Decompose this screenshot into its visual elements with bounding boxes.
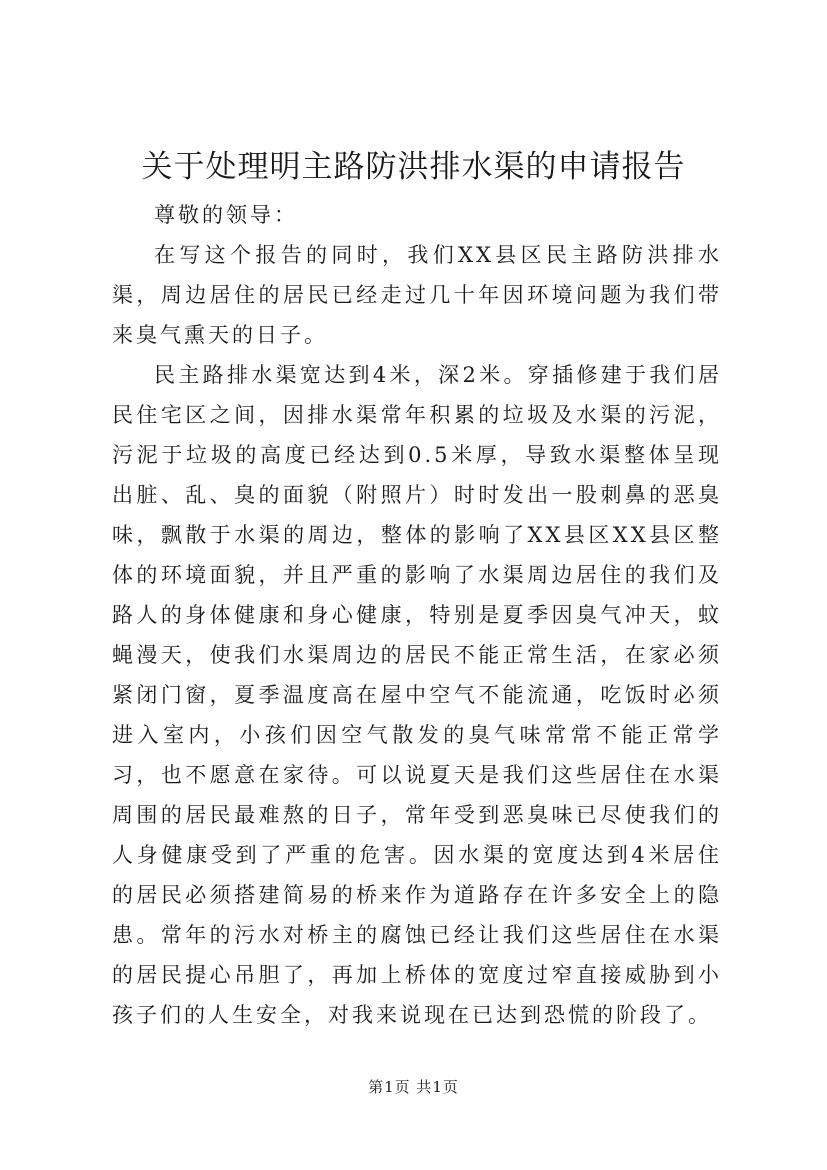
salutation: 尊敬的领导： bbox=[154, 203, 298, 227]
paragraph-1: 在写这个报告的同时，我们XX县区民主路防洪排水渠，周边居住的居民已经走过几十年因环境问题为我们带来臭气熏天的日子。 bbox=[112, 243, 722, 347]
document-body bbox=[112, 195, 722, 1035]
document-title: 关于处理明主路防洪排水渠的申请报告 bbox=[141, 149, 686, 185]
page-footer: 第1页 共1页 bbox=[368, 1078, 459, 1096]
paragraph-2: 民主路排水渠宽达到4米，深2米。穿插修建于我们居民住宅区之间，因排水渠常年积累的垃圾及水渠的污泥，污泥于垃圾的高度已经达到0.5米厚，导致水渠整体呈现出脏、乱、臭的面貌（附照片）时时发出一股刺鼻的恶臭味，飘散于水渠的周边，整体的影响了XX县区XX县区整体的环境面貌，并且严重的影响了水渠周边居住的我们及路人的身体健康和身心健康，特别是夏季因臭气冲天，蚊蝇漫天，使我们水渠周边的居民不能正常生活，在家必须紧闭门窗，夏季温度高在屋中空气不能流通，吃饭时必须进入室内，小孩们因空气散发的臭气味常常不能正常学习，也不愿意在家待。可以说夏天是我们这些居住在水渠周围的居民最难熬的日子，常年受到恶臭味已尽使我们的人身健康受到了严重的危害。因水渠的宽度达到4米居住的居民必须搭建简易的桥来作为道路存在许多安全上的隐患。常年的污水对桥主的腐蚀已经让我们这些居住在水渠的居民提心吊胆了，再加上桥体的宽度过窄直接威胁到小孩子们的人生安全，对我来说现在已达到恐慌的阶段了。 bbox=[112, 363, 722, 1027]
